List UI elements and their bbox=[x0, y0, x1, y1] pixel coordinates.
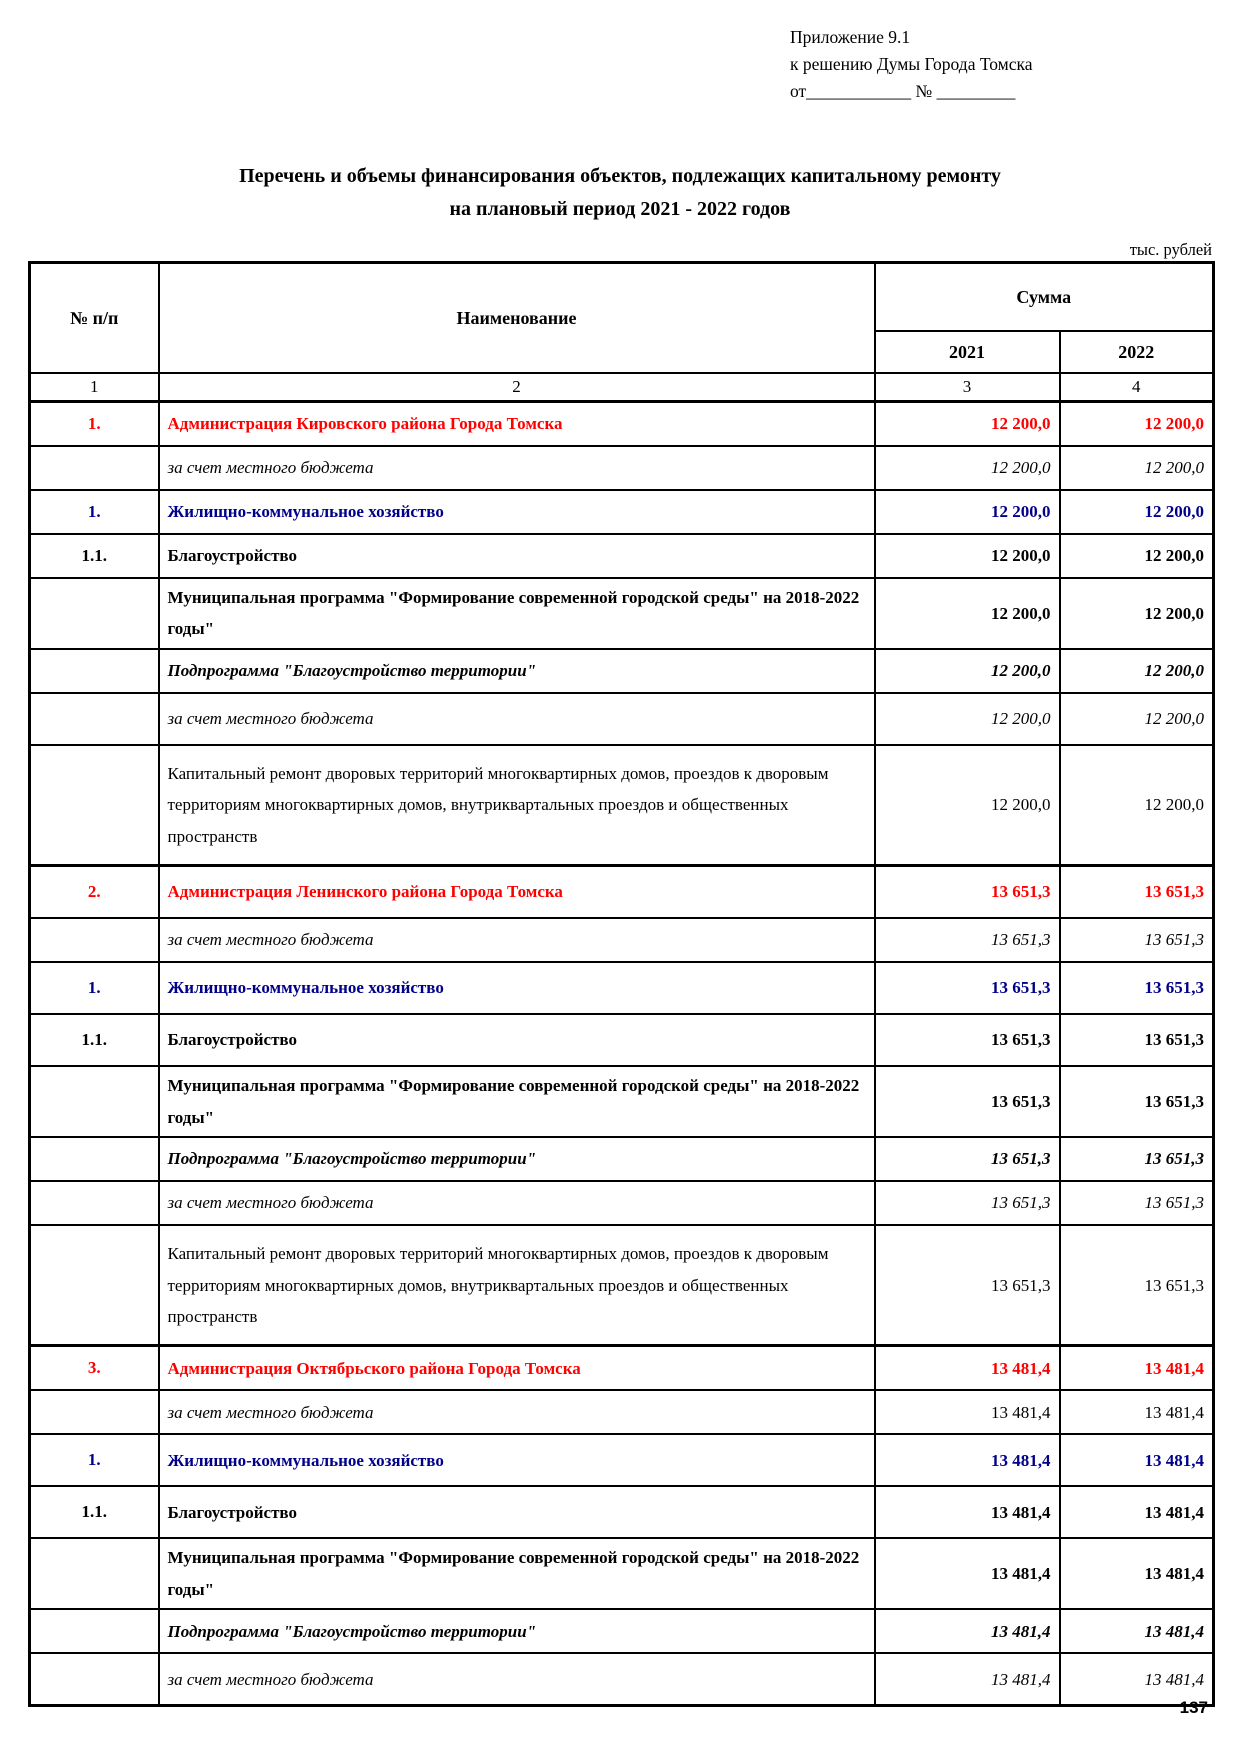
row-value-2022-cell: 13 651,3 bbox=[1060, 1137, 1214, 1181]
column-index-1: 1 bbox=[30, 373, 159, 402]
table-row bbox=[30, 402, 1214, 447]
header-year-2022: 2022 bbox=[1060, 331, 1214, 373]
row-value-2021-cell: 13 481,4 bbox=[875, 1346, 1060, 1391]
row-value-2021-cell: 13 651,3 bbox=[875, 1225, 1060, 1346]
table-row bbox=[30, 578, 1214, 649]
row-number-cell: 1. bbox=[30, 1434, 159, 1486]
table-row bbox=[30, 1066, 1214, 1137]
page-title bbox=[0, 0, 1240, 226]
table-row bbox=[30, 490, 1214, 534]
row-name-cell: Жилищно-коммунальное хозяйство bbox=[159, 490, 875, 534]
row-number-cell: 1.1. bbox=[30, 534, 159, 578]
table-row bbox=[30, 1181, 1214, 1225]
row-number-cell bbox=[30, 1609, 159, 1653]
row-name-cell: Капитальный ремонт дворовых территорий многоквартирных домов, проездов к дворовым территориям многоквартирных домов, внутриквартальных проездов и общественных пространств bbox=[159, 745, 875, 866]
row-number-cell bbox=[30, 745, 159, 866]
row-number-cell bbox=[30, 1066, 159, 1137]
row-number-cell bbox=[30, 578, 159, 649]
table-body bbox=[30, 402, 1214, 1706]
table-row bbox=[30, 1609, 1214, 1653]
row-name-cell: Благоустройство bbox=[159, 534, 875, 578]
row-number-cell: 2. bbox=[30, 866, 159, 919]
row-name-cell: Муниципальная программа "Формирование современной городской среды" на 2018-2022 годы" bbox=[159, 1066, 875, 1137]
row-name-cell: Администрация Кировского района Города Томска bbox=[159, 402, 875, 447]
row-number-cell bbox=[30, 1181, 159, 1225]
table-row bbox=[30, 866, 1214, 919]
table-row bbox=[30, 745, 1214, 866]
row-name-cell: за счет местного бюджета bbox=[159, 1181, 875, 1225]
row-name-cell: Подпрограмма "Благоустройство территории" bbox=[159, 649, 875, 693]
row-name-cell: Администрация Ленинского района Города Томска bbox=[159, 866, 875, 919]
row-value-2021-cell: 12 200,0 bbox=[875, 649, 1060, 693]
row-value-2021-cell: 13 481,4 bbox=[875, 1538, 1060, 1609]
row-value-2021-cell: 13 651,3 bbox=[875, 866, 1060, 919]
row-value-2022-cell: 13 481,4 bbox=[1060, 1346, 1214, 1391]
row-number-cell bbox=[30, 649, 159, 693]
column-index-4: 4 bbox=[1060, 373, 1214, 402]
row-name-cell: Подпрограмма "Благоустройство территории" bbox=[159, 1137, 875, 1181]
row-value-2022-cell: 13 651,3 bbox=[1060, 962, 1214, 1014]
table-row bbox=[30, 446, 1214, 490]
row-number-cell: 1. bbox=[30, 962, 159, 1014]
row-name-cell: Муниципальная программа "Формирование современной городской среды" на 2018-2022 годы" bbox=[159, 578, 875, 649]
row-value-2021-cell: 13 651,3 bbox=[875, 1014, 1060, 1066]
row-number-cell bbox=[30, 1538, 159, 1609]
row-value-2021-cell: 13 481,4 bbox=[875, 1486, 1060, 1538]
row-value-2021-cell: 12 200,0 bbox=[875, 446, 1060, 490]
header-sum: Сумма bbox=[875, 263, 1214, 332]
column-index-row bbox=[30, 373, 1214, 402]
row-value-2022-cell: 12 200,0 bbox=[1060, 649, 1214, 693]
row-value-2022-cell: 13 651,3 bbox=[1060, 1014, 1214, 1066]
row-value-2022-cell: 12 200,0 bbox=[1060, 490, 1214, 534]
row-number-cell bbox=[30, 1390, 159, 1434]
table-row bbox=[30, 1486, 1214, 1538]
row-number-cell: 3. bbox=[30, 1346, 159, 1391]
row-value-2022-cell: 13 481,4 bbox=[1060, 1609, 1214, 1653]
row-value-2022-cell: 13 481,4 bbox=[1060, 1390, 1214, 1434]
header-num: № п/п bbox=[30, 263, 159, 374]
row-number-cell bbox=[30, 446, 159, 490]
table-row bbox=[30, 1653, 1214, 1706]
row-name-cell: за счет местного бюджета bbox=[159, 1653, 875, 1706]
row-value-2021-cell: 13 481,4 bbox=[875, 1609, 1060, 1653]
row-name-cell: за счет местного бюджета bbox=[159, 1390, 875, 1434]
row-name-cell: за счет местного бюджета bbox=[159, 693, 875, 745]
row-value-2022-cell: 13 481,4 bbox=[1060, 1486, 1214, 1538]
column-index-2: 2 bbox=[159, 373, 875, 402]
row-value-2022-cell: 12 200,0 bbox=[1060, 578, 1214, 649]
row-number-cell: 1.1. bbox=[30, 1486, 159, 1538]
row-value-2022-cell: 13 481,4 bbox=[1060, 1538, 1214, 1609]
row-name-cell: Благоустройство bbox=[159, 1014, 875, 1066]
row-name-cell: Администрация Октябрьского района Города Томска bbox=[159, 1346, 875, 1391]
row-value-2022-cell: 13 651,3 bbox=[1060, 1066, 1214, 1137]
row-value-2021-cell: 13 651,3 bbox=[875, 1066, 1060, 1137]
row-name-cell: Жилищно-коммунальное хозяйство bbox=[159, 1434, 875, 1486]
row-value-2022-cell: 12 200,0 bbox=[1060, 693, 1214, 745]
row-name-cell: за счет местного бюджета bbox=[159, 918, 875, 962]
page-title-line2: на плановый период 2021 - 2022 годов bbox=[449, 198, 791, 220]
row-value-2021-cell: 13 481,4 bbox=[875, 1653, 1060, 1706]
row-value-2021-cell: 12 200,0 bbox=[875, 490, 1060, 534]
table-row bbox=[30, 534, 1214, 578]
row-value-2022-cell: 13 481,4 bbox=[1060, 1653, 1214, 1706]
row-number-cell: 1. bbox=[30, 402, 159, 447]
table-row bbox=[30, 1014, 1214, 1066]
row-value-2022-cell: 13 651,3 bbox=[1060, 918, 1214, 962]
row-value-2021-cell: 12 200,0 bbox=[875, 693, 1060, 745]
row-value-2022-cell: 12 200,0 bbox=[1060, 745, 1214, 866]
units-note: тыс. рублей bbox=[1129, 240, 1212, 259]
row-value-2022-cell: 12 200,0 bbox=[1060, 446, 1214, 490]
row-value-2021-cell: 12 200,0 bbox=[875, 578, 1060, 649]
approval-block bbox=[790, 24, 1033, 105]
row-number-cell bbox=[30, 693, 159, 745]
row-number-cell bbox=[30, 1137, 159, 1181]
row-value-2021-cell: 13 651,3 bbox=[875, 918, 1060, 962]
row-value-2022-cell: 13 651,3 bbox=[1060, 1181, 1214, 1225]
row-value-2021-cell: 13 651,3 bbox=[875, 1181, 1060, 1225]
row-name-cell: Жилищно-коммунальное хозяйство bbox=[159, 962, 875, 1014]
table-row bbox=[30, 1346, 1214, 1391]
table-row bbox=[30, 1137, 1214, 1181]
column-index-3: 3 bbox=[875, 373, 1060, 402]
approval-line-appendix: Приложение 9.1 bbox=[790, 27, 911, 47]
row-number-cell: 1. bbox=[30, 490, 159, 534]
row-number-cell: 1.1. bbox=[30, 1014, 159, 1066]
row-value-2021-cell: 13 481,4 bbox=[875, 1434, 1060, 1486]
row-name-cell: Благоустройство bbox=[159, 1486, 875, 1538]
row-value-2021-cell: 13 651,3 bbox=[875, 1137, 1060, 1181]
approval-line-date-number: от____________ № _________ bbox=[790, 81, 1016, 102]
table-row bbox=[30, 649, 1214, 693]
page-number: 137 bbox=[1179, 1698, 1208, 1717]
header-name: Наименование bbox=[159, 263, 875, 374]
approval-line-decision: к решению Думы Города Томска bbox=[790, 54, 1033, 75]
table-row bbox=[30, 1390, 1214, 1434]
row-name-cell: Муниципальная программа "Формирование современной городской среды" на 2018-2022 годы" bbox=[159, 1538, 875, 1609]
page-title-line1: Перечень и объемы финансирования объектов, подлежащих капитальному ремонту bbox=[239, 165, 1001, 187]
row-value-2022-cell: 12 200,0 bbox=[1060, 534, 1214, 578]
row-value-2021-cell: 12 200,0 bbox=[875, 402, 1060, 447]
table-header-row bbox=[30, 263, 1214, 332]
row-number-cell bbox=[30, 918, 159, 962]
row-value-2022-cell: 12 200,0 bbox=[1060, 402, 1214, 447]
table-row bbox=[30, 962, 1214, 1014]
table-row bbox=[30, 1225, 1214, 1346]
row-name-cell: Подпрограмма "Благоустройство территории" bbox=[159, 1609, 875, 1653]
financing-table bbox=[28, 261, 1215, 1707]
table-row bbox=[30, 693, 1214, 745]
header-year-2021: 2021 bbox=[875, 331, 1060, 373]
row-name-cell: за счет местного бюджета bbox=[159, 446, 875, 490]
row-value-2022-cell: 13 651,3 bbox=[1060, 1225, 1214, 1346]
row-value-2022-cell: 13 481,4 bbox=[1060, 1434, 1214, 1486]
table-row bbox=[30, 1434, 1214, 1486]
row-value-2021-cell: 13 481,4 bbox=[875, 1390, 1060, 1434]
table-row bbox=[30, 1538, 1214, 1609]
row-value-2021-cell: 12 200,0 bbox=[875, 534, 1060, 578]
row-number-cell bbox=[30, 1653, 159, 1706]
row-name-cell: Капитальный ремонт дворовых территорий многоквартирных домов, проездов к дворовым территориям многоквартирных домов, внутриквартальных проездов и общественных пространств bbox=[159, 1225, 875, 1346]
row-number-cell bbox=[30, 1225, 159, 1346]
row-value-2022-cell: 13 651,3 bbox=[1060, 866, 1214, 919]
row-value-2021-cell: 13 651,3 bbox=[875, 962, 1060, 1014]
table-row bbox=[30, 918, 1214, 962]
row-value-2021-cell: 12 200,0 bbox=[875, 745, 1060, 866]
